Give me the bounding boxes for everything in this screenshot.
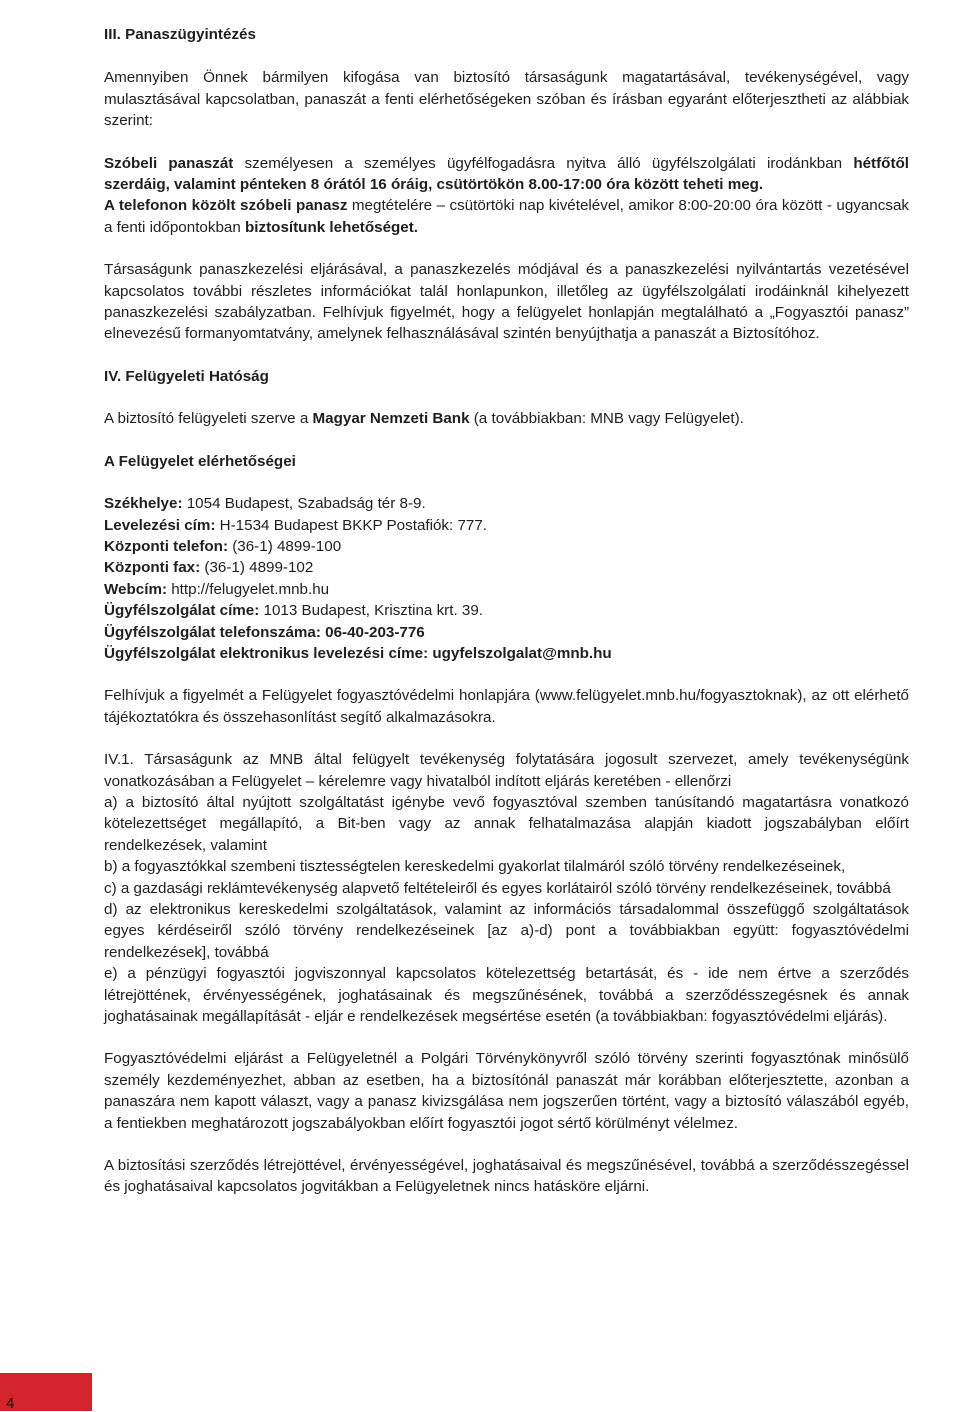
- contact-line: [104, 622, 909, 643]
- contact-value: (36-1) 4899-102: [200, 559, 314, 577]
- oral-complaint-paragraph: [104, 153, 909, 196]
- oral-complaint-text: személyesen a személyes ügyfélfogadásra nyitva álló ügyfélszolgálati irodánkban: [233, 154, 854, 172]
- web-note-paragraph: Felhívjuk a figyelmét a Felügyelet fogyasztóvédelmi honlapjára (www.felügyelet.mnb.hu/fogyasztoknak), az ott elérhető tájékoztatókra és összehasonlítást segítő alkalmazásokra.: [104, 687, 909, 726]
- contact-label: Ügyfélszolgálat telefonszáma: 06-40-203-776: [104, 623, 425, 641]
- contact-label: Központi telefon:: [104, 537, 229, 555]
- contact-label: Székhelye:: [104, 495, 183, 513]
- contact-label: Levelezési cím:: [104, 516, 216, 534]
- contact-value: 1054 Budapest, Szabadság tér 8-9.: [182, 495, 426, 513]
- contact-line: [104, 515, 909, 536]
- consumer-procedure-paragraph: Fogyasztóvédelmi eljárást a Felügyeletnél a Polgári Törvénykönyvről szóló törvény szerinti fogyasztónak minősülő személy kezdeményezhet, abban az esetben, ha a biztosítónál panaszát már korábban előterjesztette, azonban a panaszára nem kapott választ, vagy a panasz kivizsgálása nem jogszerűen történt, vagy a biztosító válaszából egyéb, a fentiekben meghatározott jogszabályokban előírt fogyasztói jogot sértő körülményt vélelmez.: [104, 1050, 909, 1132]
- document-body: [104, 24, 909, 1198]
- phone-complaint-text: megtételére – csütörtöki nap kivételével, amikor 8:00-20:00 óra között - ugyancsak a fenti időpontokban: [104, 197, 909, 236]
- oral-complaint-hours: hétfőtől szerdáig, valamint pénteken 8 órától 16 óráig, csütörtökön 8.00-17:00 óra között teheti meg.: [104, 154, 909, 194]
- iv1-item-e: e) a pénzügyi fogyasztói jogviszonnyal kapcsolatos kötelezettség betartását, és - ide nem értve a szerződés létrejöttének, érvényességének, joghatásainak és megszűnésének, továbbá a szerződésszegésnek és annak joghatásainak megállapítását - eljár e rendelkezések megsértése esetén (a továbbiakban: fogyasztóvédelmi eljárás).: [104, 965, 909, 1026]
- jurisdiction-paragraph: A biztosítási szerződés létrejöttével, érvényességével, joghatásaival és megszűnésével, továbbá a szerződésszegéssel és joghatásaival kapcsolatos jogvitákban a Felügyeletnek nincs hatásköre eljárni.: [104, 1157, 909, 1196]
- page-number: 4: [6, 1395, 15, 1412]
- contact-value: H-1534 Budapest BKKP Postafiók: 777.: [215, 516, 488, 534]
- section-3-heading: III. Panaszügyintézés: [104, 26, 256, 43]
- supervisor-name: Magyar Nemzeti Bank: [312, 410, 470, 428]
- contact-line: [104, 557, 909, 578]
- supervisor-paragraph: [104, 408, 909, 429]
- contact-line: [104, 536, 909, 557]
- supervisor-text-c: (a továbbiakban: MNB vagy Felügyelet).: [469, 410, 744, 428]
- contact-line: [104, 643, 909, 664]
- contact-value: (36-1) 4899-100: [228, 537, 342, 555]
- iv1-item-b: b) a fogyasztókkal szembeni tisztességtelen kereskedelmi gyakorlat tilalmáról szóló törvény rendelkezéseinek,: [104, 858, 846, 876]
- contact-value: http://felugyelet.mnb.hu: [167, 580, 330, 598]
- oral-complaint-lead: Szóbeli panaszát: [104, 154, 234, 172]
- iv1-item-c: c) a gazdasági reklámtevékenység alapvető feltételeiről és egyes korlátairól szóló törvény rendelkezéseinek, továbbá: [104, 879, 891, 897]
- contacts-heading: A Felügyelet elérhetőségei: [104, 452, 296, 470]
- contact-line: [104, 579, 909, 600]
- contact-value: 1013 Budapest, Krisztina krt. 39.: [259, 602, 484, 620]
- supervisor-text-a: A biztosító felügyeleti szerve a: [104, 410, 313, 428]
- contact-label: Központi fax:: [104, 559, 201, 577]
- section-4-heading: IV. Felügyeleti Hatóság: [104, 367, 269, 385]
- contact-label: Ügyfélszolgálat elektronikus levelezési címe: ugyfelszolgalat@mnb.hu: [104, 644, 612, 662]
- iv1-item-d: d) az elektronikus kereskedelmi szolgáltatások, valamint az információs társadalommal összefüggő szolgáltatások egyes kérdéseiről szóló törvény rendelkezéseinek [az a)-d) pont a továbbiakban együtt: fogyasztóvédelmi rendelkezések], továbbá: [104, 901, 909, 961]
- contacts-list: [104, 493, 909, 664]
- iv1-intro: IV.1. Társaságunk az MNB által felügyelt tevékenység folytatására jogosult szervezet, amely tevékenységünk vonatkozásában a Felügyelet – kérelemre vagy hivatalból indított eljárás keretében - ellenőrzi: [104, 751, 909, 790]
- phone-complaint-paragraph: [104, 195, 909, 238]
- contact-label: Ügyfélszolgálat címe:: [104, 602, 260, 620]
- complaint-intro-paragraph: Amennyiben Önnek bármilyen kifogása van biztosító társaságunk magatartásával, tevékenységével, vagy mulasztásával kapcsolatban, panaszát a fenti elérhetőségeken szóban és írásban egyaránt előterjesztheti az alábbiak szerint:: [104, 69, 909, 130]
- contact-label: Webcím:: [104, 580, 168, 598]
- complaint-policy-paragraph: Társaságunk panaszkezelési eljárásával, a panaszkezelés módjával és a panaszkezelési nyilvántartás vezetésével kapcsolatos további részletes információkat talál honlapunkon, illetőleg az ügyfélszolgálati irodáinknál kihelyezett panaszkezelési szabályzatban. Felhívjuk figyelmét, hogy a felügyelet honlapján megtalálható a „Fogyasztói panasz” elnevezésű formanyomtatvány, amelynek felhasználásával szintén benyújthatja a panaszát a Biztosítóhoz.: [104, 261, 909, 343]
- iv1-item-a: a) a biztosító által nyújtott szolgáltatást igénybe vevő fogyasztóval szemben tanúsítandó magatartásra vonatkozó kötelezettséget megállapító, a Bit-ben vagy az annak felhatalmazása alapján kiadott jogszabályban előírt rendelkezések, valamint: [104, 793, 909, 854]
- phone-complaint-lead: A telefonon közölt szóbeli panasz: [104, 197, 348, 215]
- contact-line: [104, 600, 909, 621]
- contact-line: [104, 493, 909, 514]
- phone-complaint-tail: biztosítunk lehetőséget.: [245, 218, 419, 236]
